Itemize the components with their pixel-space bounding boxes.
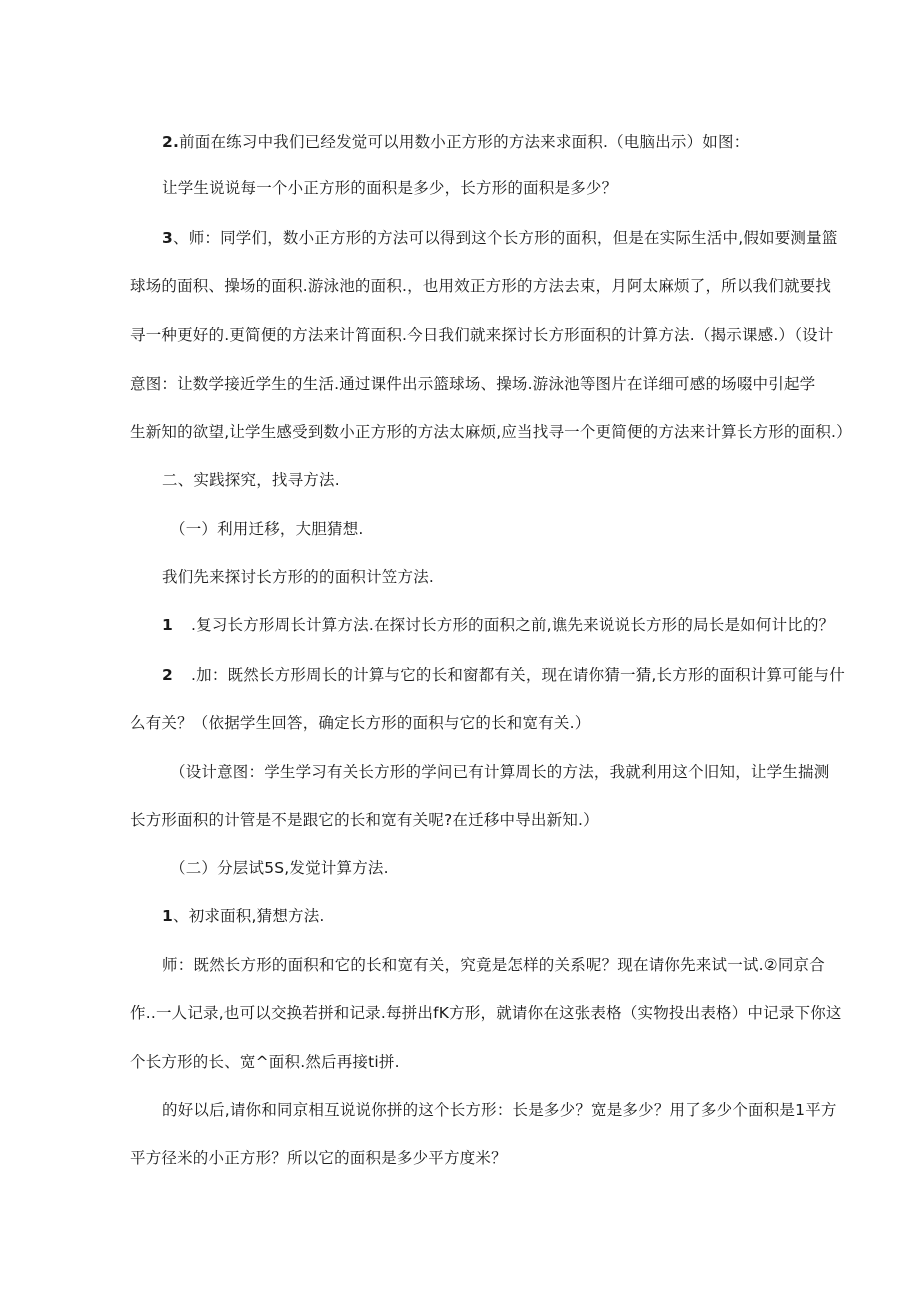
paragraph-line bbox=[162, 906, 325, 926]
paragraph-line bbox=[162, 615, 834, 635]
line-text: 球场的面积、操场的面积.游泳池的面积.，也用效正方形的方法去束，月阿太麻烦了，所以我们就要找 bbox=[130, 277, 832, 295]
paragraph-line bbox=[130, 713, 590, 733]
paragraph-line bbox=[162, 955, 825, 975]
line-text: 生新知的欲望,让学生感受到数小正方形的方法太麻烦,应当找寻一个更简便的方法来计算长方形的面积.） bbox=[130, 423, 852, 441]
paragraph-line bbox=[130, 1148, 507, 1168]
item-number: 3 bbox=[162, 229, 173, 247]
paragraph-line bbox=[130, 1052, 400, 1072]
line-text: 长方形面积的计管是不是跟它的长和宽有关呢?在迁移中导出新知.） bbox=[130, 811, 599, 829]
paragraph-line bbox=[130, 1003, 842, 1023]
line-text: （一）利用迁移，大胆猜想. bbox=[170, 520, 364, 538]
paragraph-line bbox=[162, 132, 749, 152]
line-text: 前面在练习中我们已经发觉可以用数小正方形的方法来求面积.（电脑出示）如图： bbox=[179, 133, 750, 151]
item-number: 1 bbox=[162, 907, 173, 925]
item-number: 1 bbox=[162, 616, 173, 634]
line-text: 寻一种更好的.更简便的方法来计筲面积.今日我们就来探讨长方形面积的计算方法.（揭示课感.）（设计 bbox=[130, 326, 834, 344]
paragraph-line bbox=[130, 374, 815, 394]
paragraph-line bbox=[130, 810, 599, 830]
line-text: 、师：同学们，数小正方形的方法可以得到这个长方形的面积，但是在实际生活中,假如要测量篮 bbox=[173, 229, 838, 247]
paragraph-line bbox=[162, 228, 838, 248]
paragraph-line bbox=[162, 567, 434, 587]
line-text: .加：既然长方形周长的计算与它的长和窗都有关，现在请你猜一猜,长方形的面积计算可能与什 bbox=[191, 666, 845, 684]
line-text: .复习长方形周长计算方法.在探讨长方形的面积之前,谯先来说说长方形的局长是如何计比的？ bbox=[191, 616, 835, 634]
line-text: 让学生说说每一个小正方形的面积是多少，长方形的面积是多少？ bbox=[162, 179, 618, 197]
paragraph-line bbox=[130, 325, 834, 345]
paragraph-line bbox=[162, 1100, 837, 1120]
section-heading bbox=[162, 470, 340, 490]
line-text: 我们先来探讨长方形的的面积计笠方法. bbox=[162, 568, 435, 586]
line-text: 意图：让数学接近学生的生活.通过课件出示篮球场、操场.游泳池等图片在详细可感的场啜中引起学 bbox=[130, 375, 816, 393]
line-text: 个长方形的长、宽^面积.然后再接ti拼. bbox=[130, 1053, 400, 1071]
item-number: 2 bbox=[162, 666, 173, 684]
line-text: （设计意图：学生学习有关长方形的学问已有计算周长的方法，我就利用这个旧知，让学生揣测 bbox=[170, 763, 830, 781]
subsection-heading bbox=[170, 858, 389, 878]
line-text: 的好以后,请你和同京相互说说你拼的这个长方形：长是多少？宽是多少？用了多少个面积是1平方 bbox=[162, 1101, 837, 1119]
paragraph-line bbox=[162, 178, 617, 198]
line-text: 平方径米的小正方形？所以它的面积是多少平方度米？ bbox=[130, 1149, 507, 1167]
paragraph-line bbox=[162, 665, 845, 685]
item-number: 2. bbox=[162, 133, 180, 151]
paragraph-line bbox=[130, 422, 852, 442]
line-text: 作..一人记录,也可以交换若拼和记录.每拼出fK方形，就请你在这张表格（实物投出表格）中记录下你这 bbox=[130, 1004, 842, 1022]
line-text: 师：既然长方形的面积和它的长和宽有关，究竟是怎样的关系呢？现在请你先来试一试.②同京合 bbox=[162, 956, 825, 974]
paragraph-line bbox=[170, 762, 829, 782]
paragraph-line bbox=[130, 276, 831, 296]
line-text: 么有关？（依据学生回答，确定长方形的面积与它的长和宽有关.） bbox=[130, 714, 591, 732]
line-text: 二、实践探究，找寻方法. bbox=[162, 471, 340, 489]
subsection-heading bbox=[170, 519, 364, 539]
line-text: （二）分层试5S,发觉计算方法. bbox=[170, 859, 389, 877]
line-text: 、初求面积,猜想方法. bbox=[173, 907, 325, 925]
